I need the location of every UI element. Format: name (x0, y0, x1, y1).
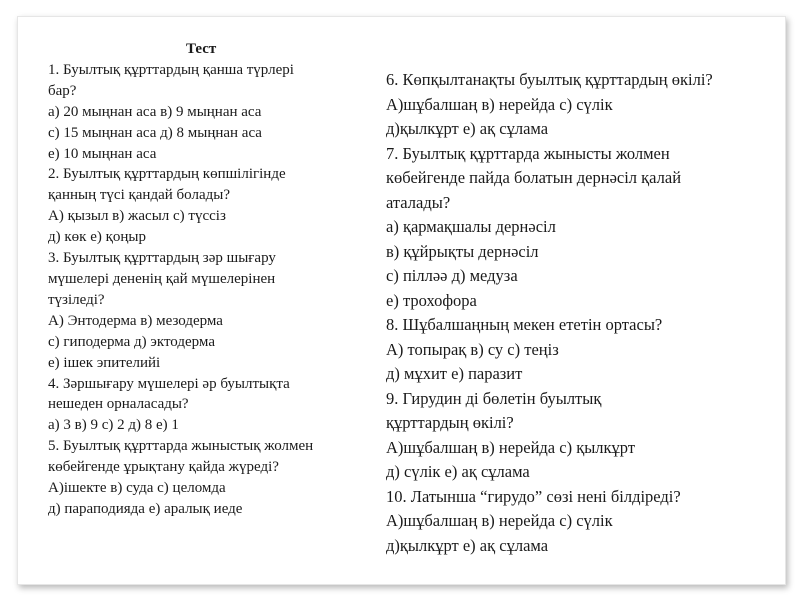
text-line: е) трохофора (386, 290, 477, 310)
text-line: е) ішек эпителийі (48, 354, 161, 371)
left-column (48, 39, 378, 520)
text-line: А) қызыл в) жасыл с) түссіз (48, 208, 226, 225)
text-line: 5. Буылтық құрттарда жыныстық жолмен (48, 438, 314, 455)
text-line: 2. Буылтық құрттардың көпшілігінде (48, 166, 286, 183)
text-line: А) топырақ в) су с) теңіз (386, 339, 559, 359)
text-line: а) 20 мыңнан аса в) 9 мыңнан аса (48, 103, 262, 120)
text-line: д) мұхит е) паразит (386, 364, 523, 383)
document-title: Тест (186, 41, 217, 57)
text-line: мүшелері дененің қай мүшелерінен (48, 270, 276, 287)
text-line: в) құйрықты дернәсіл (386, 241, 539, 261)
text-line: д) көк е) қоңыр (48, 229, 146, 246)
text-line: А)шұбалшаң в) нерейда с) сүлік (386, 94, 613, 114)
text-line: 3. Буылтық құрттардың зәр шығару (48, 250, 276, 267)
right-column (386, 68, 796, 558)
text-line: көбейгенде ұрықтану қайда жүреді? (48, 459, 279, 476)
text-line: с) гиподерма д) эктодерма (48, 333, 215, 350)
text-line: түзіледі? (48, 291, 105, 308)
text-line: 8. Шұбалшаңның мекен ететін ортасы? (386, 315, 663, 334)
document-sheet (17, 16, 786, 585)
text-line: 7. Буылтық құрттарда жынысты жолмен (386, 143, 670, 163)
text-line: 4. Зәршығару мүшелері әр буылтықта (48, 375, 290, 392)
text-line: А)шұбалшаң в) нерейда с) сүлік (386, 511, 613, 530)
text-line: бар? (48, 82, 77, 99)
text-line: аталады? (386, 192, 451, 212)
text-line: д) сүлік е) ақ сұлама (386, 462, 530, 481)
text-line: а) қармақшалы дернәсіл (386, 217, 556, 236)
text-line: а) 3 в) 9 с) 2 д) 8 е) 1 (48, 417, 179, 434)
text-line: көбейгенде пайда болатын дернәсіл қалай (386, 168, 682, 187)
text-line: е) 10 мыңнан аса (48, 145, 157, 162)
text-line: с) 15 мыңнан аса д) 8 мыңнан аса (48, 124, 262, 141)
text-line: д)қылкұрт е) ақ сұлама (386, 535, 549, 555)
text-line: А)шұбалшаң в) нерейда с) қылкұрт (386, 437, 636, 457)
text-line: А) Энтодерма в) мезодерма (48, 312, 223, 329)
text-line: д) параподияда е) аралық иеде (48, 500, 243, 517)
text-line: д)қылкұрт е) ақ сұлама (386, 119, 549, 138)
text-line: нешеден орналасады? (48, 396, 189, 413)
text-line: А)ішекте в) суда с) целомда (48, 480, 226, 497)
text-line: 10. Латынша “гирудо” сөзі нені білдіреді? (386, 486, 681, 506)
text-line: 9. Гирудин ді бөлетін буылтық (386, 388, 602, 408)
text-line: с) пілләә д) медуза (386, 266, 518, 285)
text-line: 6. Көпқылтанақты буылтық құрттардың өкілі? (386, 70, 713, 89)
text-line: қанның түсі қандай болады? (48, 187, 230, 204)
text-line: 1. Буылтық құрттардың қанша түрлері (48, 61, 294, 78)
text-line: құрттардың өкілі? (386, 413, 514, 432)
